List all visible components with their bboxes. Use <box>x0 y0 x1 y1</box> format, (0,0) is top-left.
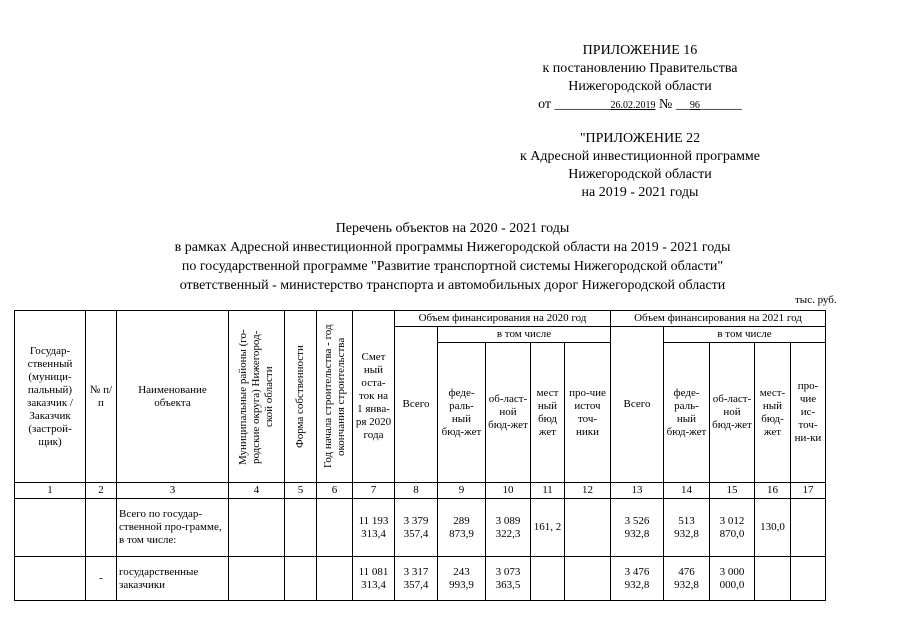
header-total-2020: Всего <box>395 327 438 483</box>
appendix-16-date-line <box>505 96 775 115</box>
objects-table <box>14 310 826 601</box>
appendix-16-line1: ПРИЛОЖЕНИЕ 16 <box>582 43 698 58</box>
cell-local-2021 <box>755 557 791 601</box>
header-regional-2021: об-ласт-ной бюд-жет <box>710 343 755 483</box>
cell-local-2020: 161, 2 <box>531 499 565 557</box>
units-label: тыс. руб. <box>795 294 837 306</box>
title-line1: Перечень объектов на 2020 - 2021 годы <box>335 221 570 236</box>
header-years-cell <box>317 311 353 483</box>
cell-customer <box>15 499 86 557</box>
cell-object-name: Всего по государ-ственной про-грамме, в том числе: <box>117 499 229 557</box>
number-value: 96 <box>689 100 700 111</box>
date-value: 26.02.2019 <box>610 100 656 111</box>
cell-ownership <box>285 557 317 601</box>
document-title <box>100 219 805 295</box>
cell-local-2020 <box>531 557 565 601</box>
col-number: 3 <box>117 483 229 499</box>
appendix-22-line1: "ПРИЛОЖЕНИЕ 22 <box>579 131 701 146</box>
header-local-2020: мест ный бюд жет <box>531 343 565 483</box>
cell-other-2021 <box>791 499 826 557</box>
header-balance: Смет ный оста-ток на 1 янва-ря 2020 года <box>353 311 395 483</box>
header-financing-2020: Объем финансирования на 2020 год <box>395 311 611 327</box>
appendix-16-line2: к постановлению Правительства <box>542 61 738 76</box>
header-object-name: Наименование объекта <box>117 311 229 483</box>
cell-federal-2021: 476 932,8 <box>664 557 710 601</box>
header-other-2020: про-чие источ точ-ники <box>565 343 611 483</box>
cell-federal-2020: 243 993,9 <box>438 557 486 601</box>
number-sign: № <box>655 97 676 112</box>
cell-years <box>317 557 353 601</box>
cell-other-2021 <box>791 557 826 601</box>
cell-balance: 11 081 313,4 <box>353 557 395 601</box>
col-number: 16 <box>755 483 791 499</box>
col-number: 8 <box>395 483 438 499</box>
col-number: 17 <box>791 483 826 499</box>
col-number: 6 <box>317 483 353 499</box>
header-other-2021: про-чие ис-точ-ни-ки <box>791 343 826 483</box>
col-number: 11 <box>531 483 565 499</box>
header-years: Год начала строительства - год окончания строительства <box>321 324 347 469</box>
cell-number: - <box>86 557 117 601</box>
cell-other-2020 <box>565 557 611 601</box>
number-blank-post: ______ <box>699 97 742 112</box>
cell-regional-2021: 3 012 870,0 <box>710 499 755 557</box>
cell-ownership <box>285 499 317 557</box>
header-districts: Муниципальные районы (го-родские округа) Нижегород-ской области <box>237 328 275 465</box>
header-financing-2021: Объем финансирования на 2021 год <box>611 311 826 327</box>
appendix-22-line4: на 2019 - 2021 годы <box>581 185 699 200</box>
cell-total-2020: 3 379 357,4 <box>395 499 438 557</box>
header-ownership-cell <box>285 311 317 483</box>
header-number: № п/п <box>86 311 117 483</box>
col-number: 14 <box>664 483 710 499</box>
date-prefix: от <box>538 97 555 112</box>
cell-number <box>86 499 117 557</box>
cell-local-2021: 130,0 <box>755 499 791 557</box>
col-number: 12 <box>565 483 611 499</box>
header-including-2021: в том числе <box>664 327 826 343</box>
cell-balance: 11 193 313,4 <box>353 499 395 557</box>
cell-other-2020 <box>565 499 611 557</box>
header-ownership: Форма собственности <box>294 345 306 448</box>
cell-total-2020: 3 317 357,4 <box>395 557 438 601</box>
table-row <box>15 557 826 601</box>
appendix-22-header <box>490 130 790 202</box>
col-number: 9 <box>438 483 486 499</box>
col-number: 7 <box>353 483 395 499</box>
cell-districts <box>229 499 285 557</box>
number-blank-pre: __ <box>675 97 690 112</box>
appendix-22-line2: к Адресной инвестиционной программе <box>519 149 761 164</box>
header-local-2021: мест-ный бюд-жет <box>755 343 791 483</box>
cell-customer <box>15 557 86 601</box>
col-number: 4 <box>229 483 285 499</box>
title-line2: в рамках Адресной инвестиционной программы Нижегородской области на 2019 - 2021 годы <box>174 240 731 255</box>
title-line3: по государственной программе "Развитие транспортной системы Нижегородской области" <box>181 259 724 274</box>
cell-regional-2021: 3 000 000,0 <box>710 557 755 601</box>
table-row <box>15 499 826 557</box>
col-number: 5 <box>285 483 317 499</box>
appendix-16-line3: Нижегородской области <box>568 79 712 94</box>
cell-total-2021: 3 476 932,8 <box>611 557 664 601</box>
cell-total-2021: 3 526 932,8 <box>611 499 664 557</box>
header-total-2021: Всего <box>611 327 664 483</box>
date-blank: ________ <box>554 97 611 112</box>
cell-federal-2020: 289 873,9 <box>438 499 486 557</box>
header-customer: Государ-ственный (муници-пальный) заказчик / Заказчик (застрой-щик) <box>15 311 86 483</box>
cell-districts <box>229 557 285 601</box>
col-number: 13 <box>611 483 664 499</box>
header-including-2020: в том числе <box>438 327 611 343</box>
header-federal-2020: феде-раль-ный бюд-жет <box>438 343 486 483</box>
header-regional-2020: об-ласт-ной бюд-жет <box>486 343 531 483</box>
header-federal-2021: феде-раль-ный бюд-жет <box>664 343 710 483</box>
col-number: 15 <box>710 483 755 499</box>
cell-regional-2020: 3 089 322,3 <box>486 499 531 557</box>
cell-regional-2020: 3 073 363,5 <box>486 557 531 601</box>
title-line4: ответственный - министерство транспорта и автомобильных дорог Нижегородской области <box>179 278 726 293</box>
appendix-22-line3: Нижегородской области <box>568 167 712 182</box>
col-number: 2 <box>86 483 117 499</box>
cell-years <box>317 499 353 557</box>
col-number: 10 <box>486 483 531 499</box>
column-number-row <box>15 483 826 499</box>
header-districts-cell <box>229 311 285 483</box>
cell-federal-2021: 513 932,8 <box>664 499 710 557</box>
appendix-16-header <box>505 42 775 115</box>
col-number: 1 <box>15 483 86 499</box>
cell-object-name: государственные заказчики <box>117 557 229 601</box>
